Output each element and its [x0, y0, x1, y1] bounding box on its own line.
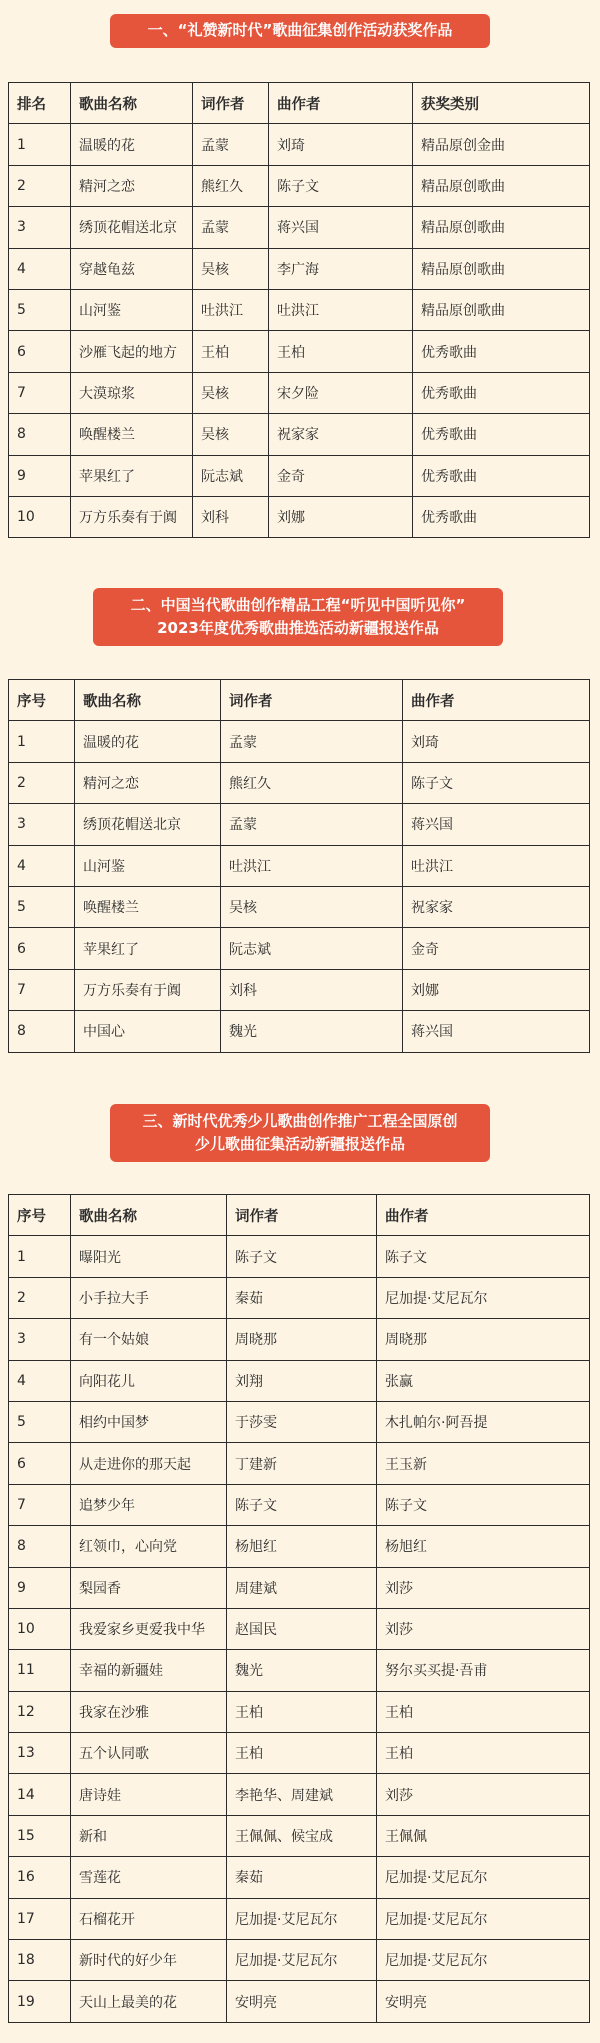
- column-header-song: 歌曲名称: [71, 1195, 227, 1236]
- table-header-row: [9, 1195, 590, 1236]
- table-row: [9, 762, 590, 803]
- table-row: [9, 1484, 590, 1525]
- song-title-cell: 精河之恋: [71, 165, 193, 206]
- table-row: [9, 207, 590, 248]
- song-title-cell: 绣顶花帽送北京: [75, 804, 221, 845]
- composer-cell: 祝家家: [403, 886, 590, 927]
- composer-cell: 张赢: [377, 1360, 590, 1401]
- table-row: [9, 1277, 590, 1318]
- award-category-cell: 优秀歌曲: [413, 496, 590, 537]
- composer-cell: 王柏: [377, 1691, 590, 1732]
- rank-cell: 9: [9, 455, 71, 496]
- song-title-cell: 红领巾，心向党: [71, 1526, 227, 1567]
- table-row: [9, 1857, 590, 1898]
- song-title-cell: 大漠琼浆: [71, 372, 193, 413]
- table-header-row: [9, 680, 590, 721]
- table-row: [9, 721, 590, 762]
- column-header-number: 序号: [9, 1195, 71, 1236]
- song-title-cell: 唤醒楼兰: [75, 886, 221, 927]
- table-row: [9, 1567, 590, 1608]
- award-category-cell: 精品原创金曲: [413, 124, 590, 165]
- column-header-song: 歌曲名称: [71, 83, 193, 124]
- rank-cell: 7: [9, 372, 71, 413]
- number-cell: 1: [9, 721, 75, 762]
- number-cell: 16: [9, 1857, 71, 1898]
- number-cell: 14: [9, 1774, 71, 1815]
- composer-cell: 王柏: [377, 1733, 590, 1774]
- song-title-cell: 沙雁飞起的地方: [71, 331, 193, 372]
- lyricist-cell: 王柏: [227, 1733, 377, 1774]
- section-2-title-line-1: 二、中国当代歌曲创作精品工程“听见中国听见你”: [130, 595, 466, 614]
- composer-cell: 尼加提·艾尼瓦尔: [377, 1857, 590, 1898]
- number-cell: 4: [9, 1360, 71, 1401]
- number-cell: 6: [9, 1443, 71, 1484]
- lyricist-cell: 阮志斌: [193, 455, 269, 496]
- number-cell: 8: [9, 1526, 71, 1567]
- table-row: [9, 414, 590, 455]
- composer-cell: 周晓那: [377, 1319, 590, 1360]
- number-cell: 2: [9, 1277, 71, 1318]
- song-title-cell: 山河鉴: [71, 289, 193, 330]
- table-header-row: [9, 83, 590, 124]
- composer-cell: 努尔买买提·吾甫: [377, 1650, 590, 1691]
- lyricist-cell: 于莎雯: [227, 1401, 377, 1442]
- lyricist-cell: 孟蒙: [221, 804, 403, 845]
- composer-cell: 陈子文: [269, 165, 413, 206]
- award-category-cell: 精品原创歌曲: [413, 289, 590, 330]
- table-row: [9, 845, 590, 886]
- composer-cell: 李广海: [269, 248, 413, 289]
- column-header-lyricist: 词作者: [221, 680, 403, 721]
- song-title-cell: 山河鉴: [75, 845, 221, 886]
- lyricist-cell: 吴核: [221, 886, 403, 927]
- song-title-cell: 梨园香: [71, 1567, 227, 1608]
- table-row: [9, 289, 590, 330]
- award-category-cell: 优秀歌曲: [413, 414, 590, 455]
- column-header-lyricist: 词作者: [193, 83, 269, 124]
- number-cell: 3: [9, 804, 75, 845]
- composer-cell: 安明亮: [377, 1981, 590, 2022]
- number-cell: 19: [9, 1981, 71, 2022]
- lyricist-cell: 吴核: [193, 248, 269, 289]
- award-category-cell: 优秀歌曲: [413, 331, 590, 372]
- composer-cell: 尼加提·艾尼瓦尔: [377, 1277, 590, 1318]
- song-title-cell: 穿越龟兹: [71, 248, 193, 289]
- composer-cell: 金奇: [403, 928, 590, 969]
- lyricist-cell: 熊红久: [221, 762, 403, 803]
- section-1-title-line-1: 一、“礼赞新时代”歌曲征集创作活动获奖作品: [147, 21, 453, 40]
- section-3-title-line-2: 少儿歌曲征集活动新疆报送作品: [194, 1135, 405, 1153]
- table-row: [9, 1898, 590, 1939]
- table-row: [9, 886, 590, 927]
- composer-cell: 刘莎: [377, 1608, 590, 1649]
- rank-cell: 1: [9, 124, 71, 165]
- song-title-cell: 新和: [71, 1815, 227, 1856]
- award-category-cell: 精品原创歌曲: [413, 248, 590, 289]
- table-row: [9, 1608, 590, 1649]
- composer-cell: 刘娜: [403, 969, 590, 1010]
- composer-cell: 蒋兴国: [403, 1011, 590, 1052]
- composer-cell: 木扎帕尔·阿吾提: [377, 1401, 590, 1442]
- song-title-cell: 新时代的好少年: [71, 1940, 227, 1981]
- lyricist-cell: 安明亮: [227, 1981, 377, 2022]
- table-row: [9, 1236, 590, 1277]
- lyricist-cell: 秦茹: [227, 1857, 377, 1898]
- table-row: [9, 928, 590, 969]
- song-title-cell: 相约中国梦: [71, 1401, 227, 1442]
- composer-cell: 王柏: [269, 331, 413, 372]
- number-cell: 6: [9, 928, 75, 969]
- song-title-cell: 万方乐奏有于阗: [75, 969, 221, 1010]
- lyricist-cell: 王柏: [227, 1691, 377, 1732]
- table-row: [9, 1011, 590, 1052]
- number-cell: 8: [9, 1011, 75, 1052]
- column-header-composer: 曲作者: [269, 83, 413, 124]
- number-cell: 3: [9, 1319, 71, 1360]
- number-cell: 7: [9, 1484, 71, 1525]
- song-title-cell: 温暖的花: [75, 721, 221, 762]
- table-row: [9, 1526, 590, 1567]
- number-cell: 12: [9, 1691, 71, 1732]
- table-row: [9, 1981, 590, 2022]
- song-title-cell: 雪莲花: [71, 1857, 227, 1898]
- award-category-cell: 优秀歌曲: [413, 455, 590, 496]
- section-2-title-line-2: 2023年度优秀歌曲推选活动新疆报送作品: [157, 619, 439, 637]
- lyricist-cell: 刘科: [221, 969, 403, 1010]
- table-row: [9, 1443, 590, 1484]
- section-2-song-table: [8, 679, 590, 1053]
- lyricist-cell: 尼加提·艾尼瓦尔: [227, 1940, 377, 1981]
- table-row: [9, 496, 590, 537]
- number-cell: 1: [9, 1236, 71, 1277]
- lyricist-cell: 吐洪江: [193, 289, 269, 330]
- table-row: [9, 1401, 590, 1442]
- song-title-cell: 我爱家乡更爱我中华: [71, 1608, 227, 1649]
- lyricist-cell: 刘科: [193, 496, 269, 537]
- lyricist-cell: 李艳华、周建斌: [227, 1774, 377, 1815]
- composer-cell: 陈子文: [377, 1236, 590, 1277]
- number-cell: 18: [9, 1940, 71, 1981]
- lyricist-cell: 吴核: [193, 414, 269, 455]
- rank-cell: 10: [9, 496, 71, 537]
- song-title-cell: 唐诗娃: [71, 1774, 227, 1815]
- lyricist-cell: 周建斌: [227, 1567, 377, 1608]
- column-header-award: 获奖类别: [413, 83, 590, 124]
- column-header-composer: 曲作者: [403, 680, 590, 721]
- number-cell: 11: [9, 1650, 71, 1691]
- song-title-cell: 精河之恋: [75, 762, 221, 803]
- lyricist-cell: 熊红久: [193, 165, 269, 206]
- award-category-cell: 精品原创歌曲: [413, 207, 590, 248]
- composer-cell: 宋夕险: [269, 372, 413, 413]
- song-title-cell: 小手拉大手: [71, 1277, 227, 1318]
- table-row: [9, 372, 590, 413]
- song-title-cell: 绣顶花帽送北京: [71, 207, 193, 248]
- column-header-lyricist: 词作者: [227, 1195, 377, 1236]
- column-header-number: 序号: [9, 680, 75, 721]
- rank-cell: 5: [9, 289, 71, 330]
- composer-cell: 刘琦: [269, 124, 413, 165]
- lyricist-cell: 陈子文: [227, 1484, 377, 1525]
- composer-cell: 刘娜: [269, 496, 413, 537]
- song-title-cell: 苹果红了: [71, 455, 193, 496]
- lyricist-cell: 孟蒙: [221, 721, 403, 762]
- lyricist-cell: 吴核: [193, 372, 269, 413]
- composer-cell: 尼加提·艾尼瓦尔: [377, 1898, 590, 1939]
- award-category-cell: 优秀歌曲: [413, 372, 590, 413]
- composer-cell: 刘莎: [377, 1774, 590, 1815]
- lyricist-cell: 尼加提·艾尼瓦尔: [227, 1898, 377, 1939]
- section-2-title-banner: [93, 588, 503, 646]
- song-title-cell: 五个认同歌: [71, 1733, 227, 1774]
- rank-cell: 3: [9, 207, 71, 248]
- lyricist-cell: 赵国民: [227, 1608, 377, 1649]
- composer-cell: 杨旭红: [377, 1526, 590, 1567]
- lyricist-cell: 王佩佩、候宝成: [227, 1815, 377, 1856]
- column-header-composer: 曲作者: [377, 1195, 590, 1236]
- lyricist-cell: 刘翔: [227, 1360, 377, 1401]
- table-row: [9, 1360, 590, 1401]
- number-cell: 5: [9, 1401, 71, 1442]
- number-cell: 10: [9, 1608, 71, 1649]
- section-1-title-banner: [110, 14, 490, 48]
- section-3-title-line-1: 三、新时代优秀少儿歌曲创作推广工程全国原创: [142, 1111, 458, 1130]
- award-category-cell: 精品原创歌曲: [413, 165, 590, 206]
- section-3-title-banner: [110, 1104, 490, 1162]
- table-row: [9, 1733, 590, 1774]
- section-1-award-table: [8, 82, 590, 538]
- composer-cell: 陈子文: [403, 762, 590, 803]
- composer-cell: 金奇: [269, 455, 413, 496]
- song-title-cell: 曝阳光: [71, 1236, 227, 1277]
- number-cell: 9: [9, 1567, 71, 1608]
- table-row: [9, 331, 590, 372]
- column-header-song: 歌曲名称: [75, 680, 221, 721]
- table-row: [9, 1650, 590, 1691]
- composer-cell: 刘琦: [403, 721, 590, 762]
- number-cell: 7: [9, 969, 75, 1010]
- lyricist-cell: 秦茹: [227, 1277, 377, 1318]
- composer-cell: 吐洪江: [403, 845, 590, 886]
- table-row: [9, 969, 590, 1010]
- composer-cell: 尼加提·艾尼瓦尔: [377, 1940, 590, 1981]
- rank-cell: 8: [9, 414, 71, 455]
- song-title-cell: 中国心: [75, 1011, 221, 1052]
- lyricist-cell: 魏光: [221, 1011, 403, 1052]
- table-row: [9, 1815, 590, 1856]
- song-title-cell: 有一个姑娘: [71, 1319, 227, 1360]
- number-cell: 15: [9, 1815, 71, 1856]
- rank-cell: 4: [9, 248, 71, 289]
- number-cell: 5: [9, 886, 75, 927]
- lyricist-cell: 杨旭红: [227, 1526, 377, 1567]
- lyricist-cell: 丁建新: [227, 1443, 377, 1484]
- song-title-cell: 从走进你的那天起: [71, 1443, 227, 1484]
- composer-cell: 蒋兴国: [269, 207, 413, 248]
- lyricist-cell: 孟蒙: [193, 207, 269, 248]
- song-title-cell: 温暖的花: [71, 124, 193, 165]
- composer-cell: 吐洪江: [269, 289, 413, 330]
- song-title-cell: 苹果红了: [75, 928, 221, 969]
- table-row: [9, 1774, 590, 1815]
- section-3-song-table: [8, 1194, 590, 2023]
- rank-cell: 6: [9, 331, 71, 372]
- song-title-cell: 天山上最美的花: [71, 1981, 227, 2022]
- song-title-cell: 追梦少年: [71, 1484, 227, 1525]
- song-title-cell: 我家在沙雅: [71, 1691, 227, 1732]
- table-row: [9, 455, 590, 496]
- table-row: [9, 1691, 590, 1732]
- table-row: [9, 804, 590, 845]
- table-row: [9, 248, 590, 289]
- composer-cell: 陈子文: [377, 1484, 590, 1525]
- composer-cell: 王玉新: [377, 1443, 590, 1484]
- lyricist-cell: 阮志斌: [221, 928, 403, 969]
- song-title-cell: 石榴花开: [71, 1898, 227, 1939]
- composer-cell: 蒋兴国: [403, 804, 590, 845]
- song-title-cell: 向阳花儿: [71, 1360, 227, 1401]
- column-header-rank: 排名: [9, 83, 71, 124]
- table-row: [9, 1940, 590, 1981]
- song-title-cell: 唤醒楼兰: [71, 414, 193, 455]
- number-cell: 4: [9, 845, 75, 886]
- lyricist-cell: 孟蒙: [193, 124, 269, 165]
- number-cell: 2: [9, 762, 75, 803]
- composer-cell: 王佩佩: [377, 1815, 590, 1856]
- number-cell: 13: [9, 1733, 71, 1774]
- song-title-cell: 万方乐奏有于阗: [71, 496, 193, 537]
- lyricist-cell: 周晓那: [227, 1319, 377, 1360]
- number-cell: 17: [9, 1898, 71, 1939]
- lyricist-cell: 吐洪江: [221, 845, 403, 886]
- composer-cell: 祝家家: [269, 414, 413, 455]
- lyricist-cell: 王柏: [193, 331, 269, 372]
- lyricist-cell: 魏光: [227, 1650, 377, 1691]
- table-row: [9, 165, 590, 206]
- table-row: [9, 124, 590, 165]
- lyricist-cell: 陈子文: [227, 1236, 377, 1277]
- table-row: [9, 1319, 590, 1360]
- song-title-cell: 幸福的新疆娃: [71, 1650, 227, 1691]
- composer-cell: 刘莎: [377, 1567, 590, 1608]
- rank-cell: 2: [9, 165, 71, 206]
